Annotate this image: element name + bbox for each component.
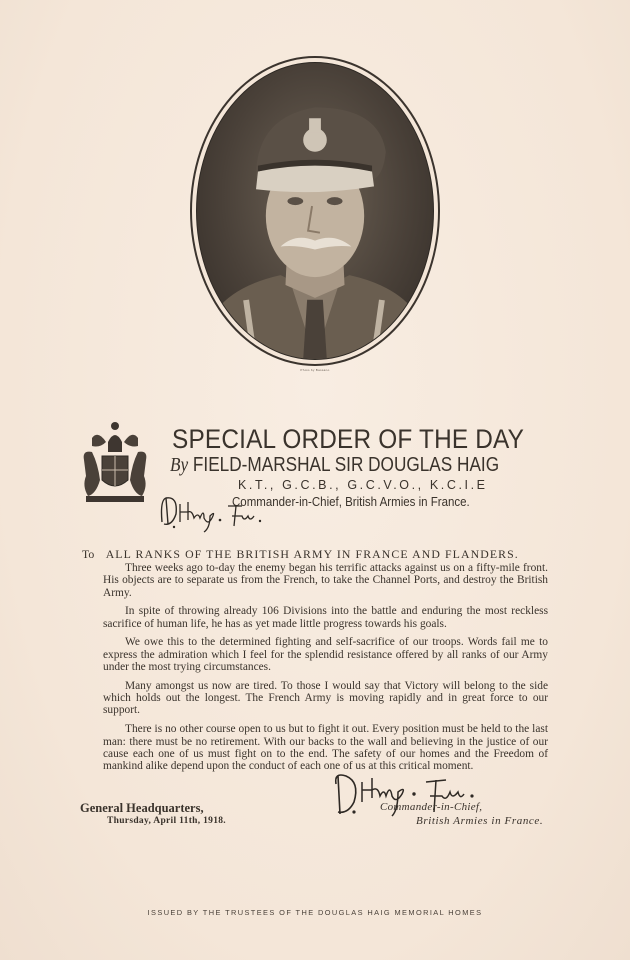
headquarters-block	[80, 800, 226, 826]
paragraph: We owe this to the determined fighting and self-sacrifice of our troops. Words fail me to express the admiration which I feel for the splendid resistance offered by all ranks of our Army under the most trying circumstances.	[103, 636, 548, 674]
photo-credit: Photo by Bassano	[300, 368, 330, 372]
byline-prefix: By	[170, 454, 189, 476]
order-body	[103, 562, 548, 779]
byline	[170, 454, 507, 476]
byline-name: FIELD-MARSHAL SIR DOUGLAS HAIG	[192, 454, 500, 476]
paragraph: In spite of throwing already 106 Divisions into the battle and enduring the most reckless sacrifice of human life, he has as yet made little progress towards his goals.	[103, 605, 548, 630]
signature-small	[158, 494, 278, 534]
paragraph: Three weeks ago to-day the enemy began his terrific attacks against us on a fifty-mile front. His objects are to separate us from the French, to take the Channel Ports, and destroy the British Army.	[103, 562, 548, 599]
signatory-title-line2: British Armies in France.	[416, 814, 544, 827]
royal-coat-of-arms-icon	[78, 420, 152, 504]
paragraph: Many amongst us now are tired. To those I would say that Victory will belong to the side which holds out the longest. The French Army is moving rapidly and in great force to our support.	[103, 679, 548, 717]
signatory-block	[380, 801, 543, 828]
address-line	[82, 547, 554, 562]
honours: K.T., G.C.B., G.C.V.O., K.C.I.E	[238, 478, 488, 492]
order-date: Thursday, April 11th, 1918.	[107, 816, 226, 826]
address-to: To	[82, 547, 95, 561]
headquarters-location: General Headquarters,	[80, 801, 204, 815]
issued-by-footer: ISSUED BY THE TRUSTEES OF THE DOUGLAS HAIG MEMORIAL HOMES	[147, 908, 483, 917]
position-title: Commander-in-Chief, British Armies in France.	[232, 495, 470, 509]
portrait-photo	[196, 62, 434, 360]
page-title: SPECIAL ORDER OF THE DAY	[172, 424, 525, 454]
portrait-illustration	[197, 63, 433, 359]
portrait-frame	[190, 56, 440, 366]
address-recipients: ALL RANKS OF THE BRITISH ARMY IN FRANCE AND FLANDERS.	[105, 547, 519, 561]
paragraph: There is no other course open to us but to fight it out. Every position must be held to the last man: there must be no retirement. With our backs to the wall and believing in the justice of our cause each one of us must fight on to the end. The safety of our homes and the Freedom of mankind alike depend upon the conduct of each one of us at this critical moment.	[103, 723, 548, 773]
signatory-title-line1: Commander-in-Chief,	[380, 801, 483, 813]
